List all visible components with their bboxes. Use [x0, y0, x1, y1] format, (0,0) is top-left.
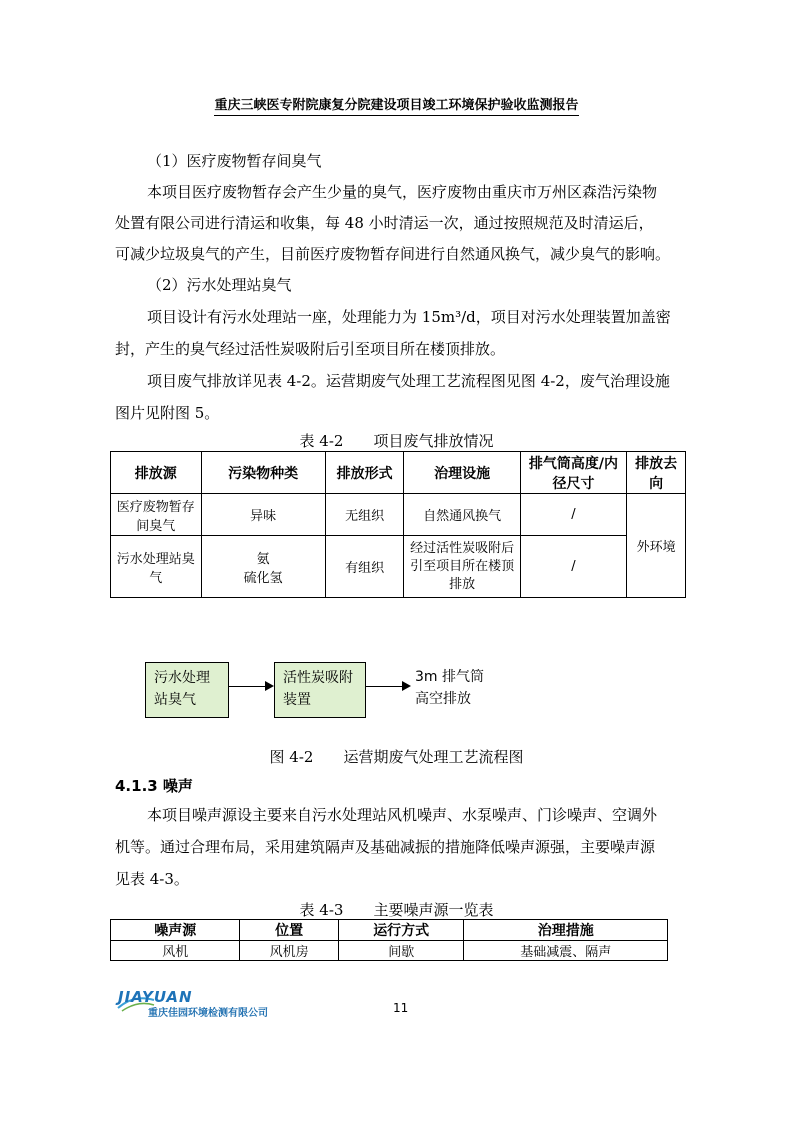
table-cell: 基础减震、隔声 — [464, 941, 668, 961]
table-header-cell: 排放源 — [111, 452, 202, 494]
paragraph-line: 图片见附图 5。 — [115, 404, 220, 422]
report-header-title: 重庆三峡医专附院康复分院建设项目竣工环境保护验收监测报告 — [0, 94, 793, 113]
table-cell: 异味 — [201, 494, 325, 536]
table-header-cell: 排放形式 — [325, 452, 404, 494]
table-4-3 — [110, 919, 668, 961]
paragraph-line: 本项目噪声源设主要来自污水处理站风机噪声、水泵噪声、门诊噪声、空调外 — [147, 806, 658, 824]
paragraph-line: 本项目医疗废物暂存会产生少量的臭气，医疗废物由重庆市万州区森浩污染物 — [147, 183, 658, 201]
paragraph-line: 项目废气排放详见表 4-2。运营期废气处理工艺流程图见图 4-2，废气治理设施 — [147, 372, 670, 390]
table-cell: 污水处理站臭气 — [111, 536, 202, 598]
paragraph-line: 封，产生的臭气经过活性炭吸附后引至项目所在楼顶排放。 — [115, 340, 506, 358]
table-header-cell: 治理措施 — [464, 920, 668, 941]
table-cell-destination: 外环境 — [627, 494, 686, 598]
table-row — [111, 941, 668, 961]
company-name: 重庆佳园环境检测有限公司 — [148, 1008, 268, 1019]
paragraph-line: 机等。通过合理布局，采用建筑隔声及基础减振的措施降低噪声源强，主要噪声源 — [115, 838, 656, 856]
section-heading-sewage-station: （2）污水处理站臭气 — [147, 276, 292, 294]
table-header-cell: 运行方式 — [338, 920, 464, 941]
table-cell: 医疗废物暂存间臭气 — [111, 494, 202, 536]
paragraph-line: 可减少垃圾臭气的产生，目前医疗废物暂存间进行自然通风换气，减少臭气的影响。 — [115, 245, 671, 263]
page-number: 11 — [393, 1001, 409, 1015]
table-cell: / — [520, 536, 626, 598]
table-cell: 无组织 — [325, 494, 404, 536]
table-cell: 风机房 — [240, 941, 338, 961]
flow-box-sewage-odor: 污水处理站臭气 — [145, 662, 229, 718]
flow-arrow-line — [229, 686, 265, 687]
paragraph-line: 见表 4-3。 — [115, 870, 189, 888]
table-header-cell: 排放去向 — [627, 452, 686, 494]
table-cell: 间歇 — [338, 941, 464, 961]
table-header-cell: 位置 — [240, 920, 338, 941]
table-header-cell: 排气筒高度/内径尺寸 — [520, 452, 626, 494]
table-4-2 — [110, 451, 686, 598]
flow-arrow-head — [265, 681, 274, 691]
paragraph-line: 处置有限公司进行清运和收集，每 48 小时清运一次，通过按照规范及时清运后， — [115, 214, 654, 232]
table-cell: 经过活性炭吸附后引至项目所在楼顶排放 — [404, 536, 520, 598]
table-row — [111, 536, 686, 598]
table-cell: / — [520, 494, 626, 536]
section-heading-noise: 4.1.3 噪声 — [115, 777, 193, 795]
table-header-cell: 治理设施 — [404, 452, 520, 494]
table-row — [111, 494, 686, 536]
section-heading-medical-waste: （1）医疗废物暂存间臭气 — [147, 152, 322, 170]
table-cell: 有组织 — [325, 536, 404, 598]
table-cell: 氨 硫化氢 — [201, 536, 325, 598]
table-header-cell: 噪声源 — [111, 920, 240, 941]
flow-arrow-line — [366, 686, 402, 687]
flow-output-text: 3m 排气筒高空排放 — [415, 669, 484, 707]
table-cell: 自然通风换气 — [404, 494, 520, 536]
table-cell: 风机 — [111, 941, 240, 961]
flow-arrow-head — [402, 681, 411, 691]
table-4-2-caption: 表 4-2 项目废气排放情况 — [299, 432, 494, 450]
flow-box-activated-carbon: 活性炭吸附装置 — [274, 662, 366, 718]
figure-4-2-caption: 图 4-2 运营期废气处理工艺流程图 — [269, 748, 524, 766]
table-4-3-caption: 表 4-3 主要噪声源一览表 — [299, 901, 494, 919]
paragraph-line: 项目设计有污水处理站一座，处理能力为 15m³/d，项目对污水处理装置加盖密 — [147, 308, 671, 326]
table-header-cell: 污染物种类 — [201, 452, 325, 494]
company-logo-text: JIAYUAN — [118, 988, 193, 1006]
